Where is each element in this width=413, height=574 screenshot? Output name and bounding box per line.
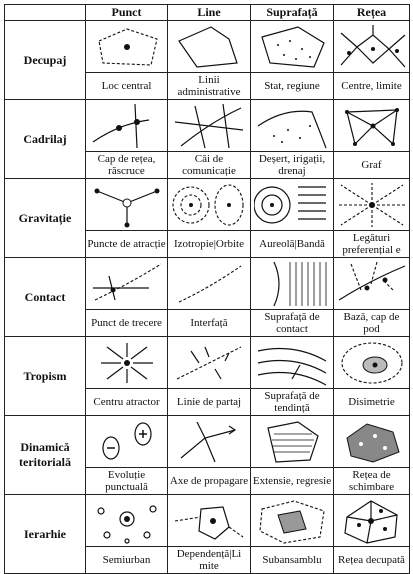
extension-regression-icon bbox=[254, 418, 330, 466]
irrigation-icon bbox=[254, 102, 330, 150]
routes-icon bbox=[171, 102, 247, 150]
orbits-icon bbox=[171, 181, 247, 229]
figure-ierarhie-suprafata bbox=[251, 495, 334, 547]
figure-contact-punct bbox=[86, 258, 168, 310]
figure-cadrilaj-punct bbox=[86, 100, 168, 152]
caption-tropism-punct: Centru atractor bbox=[86, 389, 168, 416]
row-header-dinamica: Dinamică teritorială bbox=[5, 416, 86, 495]
row-ierarhie-figures bbox=[5, 495, 410, 547]
preferential-links-icon bbox=[337, 181, 407, 229]
figure-ierarhie-punct bbox=[86, 495, 168, 547]
caption-ierarhie-suprafata: Subansamblu bbox=[251, 547, 334, 574]
figure-cadrilaj-retea bbox=[334, 100, 410, 152]
figure-tropism-retea bbox=[334, 337, 410, 389]
cut-network-icon bbox=[337, 497, 407, 545]
caption-contact-retea: Bază, cap de pod bbox=[334, 310, 410, 337]
semi-urban-icon bbox=[89, 497, 165, 545]
caption-cadrilaj-line: Căi de comunicație bbox=[168, 152, 251, 179]
caption-cadrilaj-suprafata: Deșert, irigații, drenaj bbox=[251, 152, 334, 179]
caption-dinamica-line: Axe de propagare bbox=[168, 468, 251, 495]
row-decupaj-figures bbox=[5, 21, 410, 73]
row-header-tropism: Tropism bbox=[5, 337, 86, 416]
figure-gravitatie-retea bbox=[334, 179, 410, 231]
caption-cadrilaj-punct: Cap de rețea, răscruce bbox=[86, 152, 168, 179]
caption-gravitatie-punct: Puncte de atracție bbox=[86, 231, 168, 258]
row-header-contact: Contact bbox=[5, 258, 86, 337]
caption-cadrilaj-retea: Graf bbox=[334, 152, 410, 179]
region-area-icon bbox=[254, 23, 330, 71]
header-row bbox=[5, 5, 410, 21]
figure-gravitatie-suprafata bbox=[251, 179, 334, 231]
corner-cell bbox=[5, 5, 86, 21]
row-contact-figures bbox=[5, 258, 410, 310]
trend-area-icon bbox=[254, 339, 330, 387]
caption-gravitatie-suprafata: Aureolă|Bandă bbox=[251, 231, 334, 258]
row-header-decupaj: Decupaj bbox=[5, 21, 86, 100]
caption-tropism-line: Linie de partaj bbox=[168, 389, 251, 416]
caption-dinamica-punct: Evoluție punctuală bbox=[86, 468, 168, 495]
propagation-axes-icon bbox=[171, 418, 247, 466]
caption-tropism-suprafata: Suprafață de tendință bbox=[251, 389, 334, 416]
row-cadrilaj-figures bbox=[5, 100, 410, 152]
figure-gravitatie-punct bbox=[86, 179, 168, 231]
caption-dinamica-suprafata: Extensie, regresie bbox=[251, 468, 334, 495]
caption-decupaj-line: Linii administrative bbox=[168, 73, 251, 100]
crossing-point-icon bbox=[89, 260, 165, 308]
col-header-line: Line bbox=[168, 5, 251, 21]
figure-dinamica-suprafata bbox=[251, 416, 334, 468]
caption-ierarhie-line: Dependență|Li mite bbox=[168, 547, 251, 574]
col-header-retea: Rețea bbox=[334, 5, 410, 21]
col-header-suprafata: Suprafață bbox=[251, 5, 334, 21]
row-gravitatie-figures bbox=[5, 179, 410, 231]
figure-cadrilaj-line bbox=[168, 100, 251, 152]
figure-tropism-punct bbox=[86, 337, 168, 389]
figure-ierarhie-line bbox=[168, 495, 251, 547]
attraction-points-icon bbox=[89, 181, 165, 229]
caption-decupaj-suprafata: Stat, regiune bbox=[251, 73, 334, 100]
exchange-network-icon bbox=[337, 418, 407, 466]
crossroads-icon bbox=[89, 102, 165, 150]
figure-decupaj-line bbox=[168, 21, 251, 73]
figure-decupaj-punct bbox=[86, 21, 168, 73]
figure-decupaj-suprafata bbox=[251, 21, 334, 73]
row-header-gravitatie: Gravitație bbox=[5, 179, 86, 258]
caption-ierarhie-retea: Rețea decupată bbox=[334, 547, 410, 574]
chorem-table bbox=[4, 4, 410, 574]
caption-gravitatie-line: Izotropie|Orbite bbox=[168, 231, 251, 258]
caption-gravitatie-retea: Legături preferențial e bbox=[334, 231, 410, 258]
caption-decupaj-retea: Centre, limite bbox=[334, 73, 410, 100]
figure-dinamica-retea bbox=[334, 416, 410, 468]
graph-icon bbox=[337, 102, 407, 150]
figure-tropism-suprafata bbox=[251, 337, 334, 389]
caption-tropism-retea: Disimetrie bbox=[334, 389, 410, 416]
figure-dinamica-line bbox=[168, 416, 251, 468]
figure-contact-suprafata bbox=[251, 258, 334, 310]
attractor-center-icon bbox=[89, 339, 165, 387]
aureole-band-icon bbox=[254, 181, 330, 229]
col-header-punct: Punct bbox=[86, 5, 168, 21]
asymmetry-icon bbox=[337, 339, 407, 387]
divide-line-icon bbox=[171, 339, 247, 387]
contact-area-icon bbox=[254, 260, 330, 308]
central-point-icon bbox=[89, 23, 165, 71]
caption-dinamica-retea: Rețea de schimbare bbox=[334, 468, 410, 495]
subassembly-icon bbox=[254, 497, 330, 545]
row-dinamica-figures bbox=[5, 416, 410, 468]
row-header-cadrilaj: Cadrilaj bbox=[5, 100, 86, 179]
figure-tropism-line bbox=[168, 337, 251, 389]
figure-ierarhie-retea bbox=[334, 495, 410, 547]
figure-cadrilaj-suprafata bbox=[251, 100, 334, 152]
figure-contact-retea bbox=[334, 258, 410, 310]
dependency-limit-icon bbox=[171, 497, 247, 545]
figure-decupaj-retea bbox=[334, 21, 410, 73]
caption-contact-line: Interfață bbox=[168, 310, 251, 337]
centers-limits-icon bbox=[337, 23, 407, 71]
caption-decupaj-punct: Loc central bbox=[86, 73, 168, 100]
caption-contact-suprafata: Suprafață de contact bbox=[251, 310, 334, 337]
figure-contact-line bbox=[168, 258, 251, 310]
figure-gravitatie-line bbox=[168, 179, 251, 231]
admin-boundary-icon bbox=[171, 23, 247, 71]
caption-contact-punct: Punct de trecere bbox=[86, 310, 168, 337]
row-header-ierarhie: Ierarhie bbox=[5, 495, 86, 574]
plus-minus-icon bbox=[89, 418, 165, 466]
interface-icon bbox=[171, 260, 247, 308]
caption-ierarhie-punct: Semiurban bbox=[86, 547, 168, 574]
figure-dinamica-punct bbox=[86, 416, 168, 468]
bridgehead-icon bbox=[337, 260, 407, 308]
row-tropism-figures bbox=[5, 337, 410, 389]
